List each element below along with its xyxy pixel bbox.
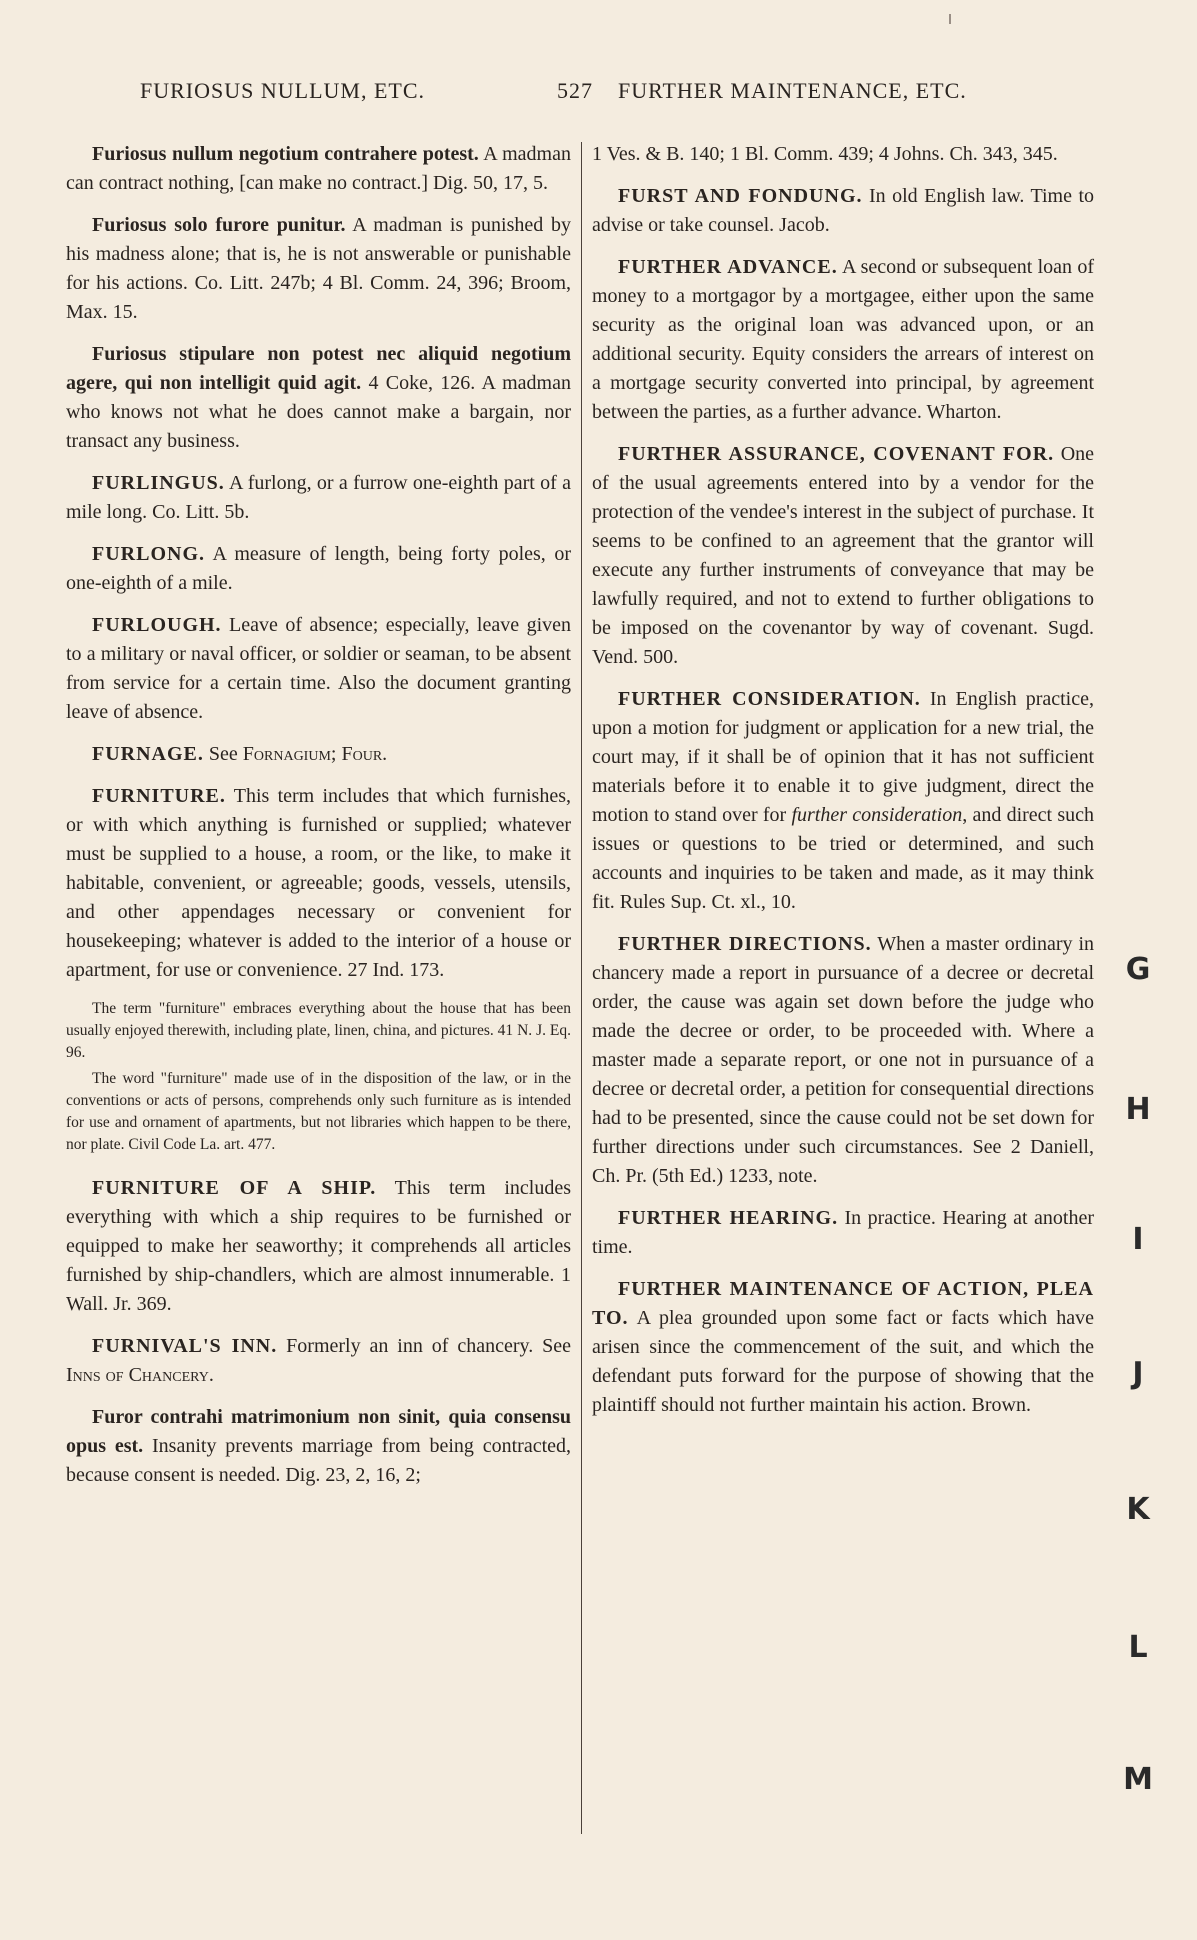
entry-definition: A second or subsequent loan of money to a mortgagor by a mortgagee, either upon the same security as the original loan was advanced upon, or an additional security. Equity considers the arrears of interest on a mortgage security converted into principal, by agreement between the parties, as a further advance. Wharton. <box>592 256 1094 423</box>
entry-headword: Furiosus nullum negotium contrahere potest. <box>92 143 479 165</box>
entry-furlong <box>66 540 571 598</box>
entry-definition: In practice. Hearing at another time. <box>592 1207 1094 1258</box>
entry-headword: FURLOUGH. <box>92 614 222 636</box>
separator: ; <box>330 743 342 765</box>
punctuation: . <box>208 1364 214 1386</box>
entry-furst-and-fondung <box>592 182 1094 240</box>
entry-furnage <box>66 740 571 769</box>
entry-furlingus <box>66 469 571 527</box>
case-note: The term "furniture" embraces everything about the house that has been usually enjoyed therewith, including plate, linen, china, and pictures. 41 N. J. Eq. 96. <box>66 1000 571 1061</box>
thumb-index-letter-m[interactable]: M <box>1123 1762 1153 1797</box>
running-head-right: FURTHER MAINTENANCE, ETC. <box>618 78 967 103</box>
entry-furiosus-solo <box>66 211 571 327</box>
thumb-index-letter-g[interactable]: G <box>1125 952 1151 987</box>
entry-headword: FURLINGUS. <box>92 472 225 494</box>
entry-furiosus-nullum <box>66 140 571 198</box>
entry-definition: Insanity prevents marriage from being contracted, because consent is needed. Dig. 23, 2, 16, 2; <box>66 1435 571 1486</box>
cross-reference-fornagium: Fornagium <box>242 743 331 765</box>
entry-definition: A madman is punished by his madness alone; that is, he is not answerable or punishable for his actions. Co. Litt. 247b; 4 Bl. Comm. 24, 396; Broom, Max. 15. <box>66 214 571 323</box>
entry-further-maintenance <box>592 1275 1094 1420</box>
entry-definition: In old English law. Time to advise or take counsel. Jacob. <box>592 185 1094 236</box>
running-head-left: FURIOSUS NULLUM, ETC. <box>140 78 426 103</box>
entry-further-advance <box>592 253 1094 427</box>
entry-headword: FURTHER ASSURANCE, COVENANT FOR. <box>618 443 1055 465</box>
page-number: 527 <box>557 78 593 103</box>
thumb-index-letter-i[interactable]: I <box>1132 1222 1144 1257</box>
entry-furnivals-inn <box>66 1332 571 1390</box>
entry-definition: A measure of length, being forty poles, or one-eighth of a mile. <box>66 543 571 594</box>
entry-further-consideration <box>592 685 1094 917</box>
entry-headword: FURNITURE OF A SHIP. <box>92 1177 377 1199</box>
entry-furniture-of-a-ship <box>66 1174 571 1319</box>
entry-definition-continued: , and direct such issues or questions to be tried or determined, and such accounts and inquiries to be taken and made, as it may think fit. Rules Sup. Ct. xl., 10. <box>592 804 1094 913</box>
entry-headword: Furiosus solo furore punitur. <box>92 214 346 236</box>
entry-definition: A plea grounded upon some fact or facts which have arisen since the commencement of the suit, and which the defendant puts forward for the purpose of showing that the plaintiff should not further maintain his action. Brown. <box>592 1307 1094 1416</box>
entry-headword: FURNIVAL'S INN. <box>92 1335 278 1357</box>
entry-headword: FURTHER ADVANCE. <box>618 256 838 278</box>
punctuation: . <box>382 743 388 765</box>
entry-headword: FURNAGE. <box>92 743 204 765</box>
running-head <box>140 78 1070 114</box>
entry-definition: When a master ordinary in chancery made a report in pursuance of a decree or decretal order, the cause was again set down before the judge who made the decree or order, to be proceeded with. Where a master made a separate report, or one not in pursuance of a decree or decretal order, a petition for consequential directions had to be presented, since the cause could not be set down for further directions under such circumstances. See 2 Daniell, Ch. Pr. (5th Ed.) 1233, note. <box>592 933 1094 1187</box>
entry-definition: This term includes everything with which a ship requires to be furnished or equipped to make her seaworthy; it comprehends all articles furnished by ship-chandlers, which are almost innumerable. 1 Wall. Jr. 369. <box>66 1177 571 1315</box>
column-divider <box>581 142 582 1834</box>
thumb-index-letter-h[interactable]: H <box>1125 1092 1151 1127</box>
continued-citation <box>592 140 1094 169</box>
entry-headword: FURLONG. <box>92 543 205 565</box>
cross-reference-four: Four <box>341 743 383 765</box>
entry-further-directions <box>592 930 1094 1191</box>
entry-further-hearing <box>592 1204 1094 1262</box>
entry-definition: This term includes that which furnishes, or with which anything is furnished or supplied; whatever must be supplied to a house, a room, or the like, to make it habitable, convenient, or agreeable; goods, vessels, utensils, and other appendages necessary or convenient for housekeeping; whatever is added to the interior of a house or apartment, for use or convenience. 27 Ind. 173. <box>66 785 571 981</box>
print-speck <box>949 14 951 24</box>
entry-headword: FURTHER DIRECTIONS. <box>618 933 872 955</box>
right-column <box>592 140 1094 1433</box>
entry-definition: 4 Coke, 126. A madman who knows not what he does cannot make a bargain, nor transact any business. <box>66 372 571 452</box>
cross-reference-inns-of-chancery: Inns of Chancery <box>66 1364 209 1386</box>
entry-headword: FURTHER MAINTENANCE OF ACTION, PLEA TO. <box>592 1278 1094 1329</box>
entry-see-text: See <box>208 743 243 765</box>
entry-headword: Furor contrahi matrimonium non sinit, quia consensu opus est. <box>66 1406 571 1457</box>
citation-continuation: 1 Ves. & B. 140; 1 Bl. Comm. 439; 4 Johns. Ch. 343, 345. <box>592 143 1058 165</box>
entry-definition: One of the usual agreements entered into by a vendor for the protection of the vendee's interest in the subject of purchase. It seems to be confined to an agreement that the grantor will execute any further instruments of conveyance that may be lawfully required, and not to extend to further obligations to be imposed on the covenantor by way of covenant. Sugd. Vend. 500. <box>592 443 1095 668</box>
entry-further-assurance <box>592 440 1094 672</box>
thumb-index <box>1118 0 1158 1940</box>
entry-furor-contrahi <box>66 1403 571 1490</box>
italic-term: further consideration <box>791 804 963 826</box>
entry-headword: FURST AND FONDUNG. <box>618 185 863 207</box>
entry-furiosus-stipulare <box>66 340 571 456</box>
entry-definition: A madman can contract nothing, [can make no contract.] Dig. 50, 17, 5. <box>66 143 571 194</box>
entry-headword: FURTHER HEARING. <box>618 1207 839 1229</box>
left-column <box>66 140 571 1503</box>
entry-furlough <box>66 611 571 727</box>
furniture-notes <box>66 998 571 1156</box>
entry-definition: Leave of absence; especially, leave given to a military or naval officer, or soldier or seaman, to be absent from service for a certain time. Also the document granting leave of absence. <box>66 614 572 723</box>
entry-definition: A furlong, or a furrow one-eighth part of a mile long. Co. Litt. 5b. <box>66 472 571 523</box>
entry-headword: FURTHER CONSIDERATION. <box>618 688 921 710</box>
entry-headword: FURNITURE. <box>92 785 226 807</box>
entry-definition: In English practice, upon a motion for judgment or application for a new trial, the court may, if it shall be of opinion that it has not sufficient materials before it to enable it to give judgment, direct the motion to stand over for <box>592 688 1094 826</box>
entry-headword: Furiosus stipulare non potest nec aliquid negotium agere, qui non intelligit quid agit. <box>66 343 571 394</box>
case-note: The word "furniture" made use of in the disposition of the law, or in the conventions or acts of persons, comprehends only such furniture as is intended for use and ornament of apartments, but not libraries which happen to be there, nor plate. Civil Code La. art. 477. <box>66 1070 571 1153</box>
thumb-index-letter-j[interactable]: J <box>1132 1356 1144 1391</box>
thumb-index-letter-l[interactable]: L <box>1128 1630 1148 1665</box>
entry-furniture <box>66 782 571 985</box>
entry-definition: Formerly an inn of chancery. See <box>286 1335 572 1357</box>
thumb-index-letter-k[interactable]: K <box>1126 1492 1150 1527</box>
